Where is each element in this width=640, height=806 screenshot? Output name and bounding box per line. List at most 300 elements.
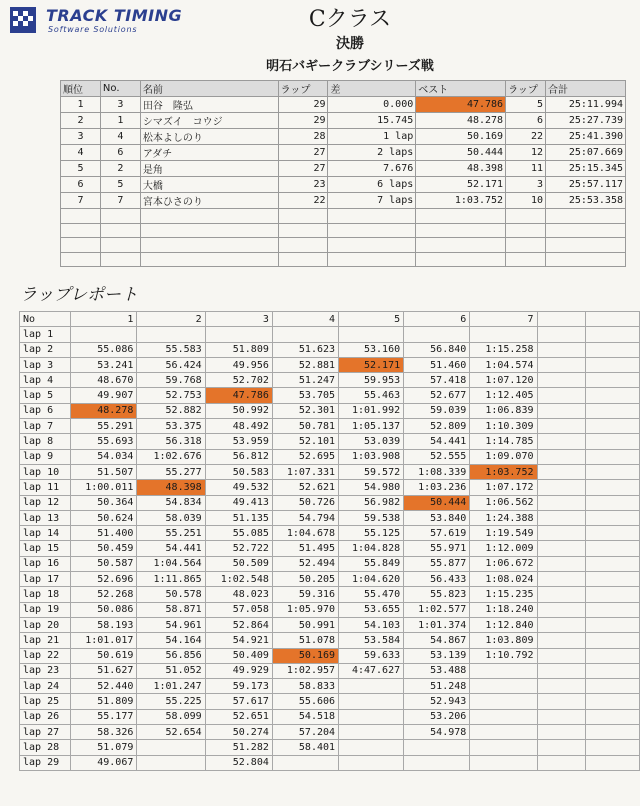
empty-cell [328, 209, 416, 224]
lap-time-cell: 49.956 [205, 357, 272, 372]
lap-row [20, 342, 640, 357]
empty-cell [585, 480, 639, 495]
lap-label: lap 15 [20, 541, 71, 556]
lap-time-cell: 59.039 [404, 403, 470, 418]
empty-cell [61, 223, 101, 238]
result-position: 7 [61, 193, 101, 209]
result-position: 4 [61, 145, 101, 161]
result-lap-count: 22 [278, 193, 328, 209]
lap-row [20, 663, 640, 678]
empty-cell [585, 663, 639, 678]
lap-time-cell: 51.247 [272, 373, 338, 388]
empty-cell [537, 648, 585, 663]
lap-time-cell: 53.705 [272, 388, 338, 403]
lap-time-cell: 50.509 [205, 556, 272, 571]
lap-time-cell: 59.768 [137, 373, 205, 388]
result-total-time: 25:41.390 [546, 129, 626, 145]
lap-label: lap 9 [20, 449, 71, 464]
result-driver-name: 松本よしのり [140, 129, 278, 145]
lap-time-cell: 1:02.957 [272, 663, 338, 678]
lap-time-cell: 50.459 [71, 541, 137, 556]
lap-column-header: 3 [205, 312, 272, 327]
empty-cell [100, 223, 140, 238]
empty-cell [537, 449, 585, 464]
lap-column-header: 4 [272, 312, 338, 327]
empty-cell [416, 252, 506, 267]
empty-cell [537, 388, 585, 403]
lap-time-cell: 51.809 [205, 342, 272, 357]
empty-cell [278, 252, 328, 267]
lap-time-cell: 56.840 [404, 342, 470, 357]
empty-cell [585, 464, 639, 479]
lap-time-cell: 56.433 [404, 572, 470, 587]
lap-time-cell: 1:06.839 [470, 403, 537, 418]
empty-cell [537, 617, 585, 632]
empty-cell [537, 602, 585, 617]
empty-cell [537, 679, 585, 694]
lap-time-cell: 54.867 [404, 633, 470, 648]
result-gap: 7 laps [328, 193, 416, 209]
empty-cell [537, 373, 585, 388]
lap-time-cell: 52.677 [404, 388, 470, 403]
lap-row [20, 740, 640, 755]
lap-time-cell: 1:12.840 [470, 617, 537, 632]
lap-time-cell: 51.400 [71, 526, 137, 541]
result-gap: 0.000 [328, 97, 416, 113]
empty-cell [537, 434, 585, 449]
empty-cell [585, 648, 639, 663]
empty-cell [585, 327, 639, 342]
lap-time-cell: 55.085 [205, 526, 272, 541]
empty-header [585, 312, 639, 327]
lap-row [20, 526, 640, 541]
lap-column-header: 6 [404, 312, 470, 327]
empty-cell [506, 223, 546, 238]
lap-time-cell: 1:15.235 [470, 587, 537, 602]
lap-time-cell: 55.693 [71, 434, 137, 449]
lap-time-cell: 49.413 [205, 495, 272, 510]
lap-label: lap 3 [20, 357, 71, 372]
lap-time-cell: 1:05.970 [272, 602, 338, 617]
empty-cell [61, 238, 101, 253]
lap-time-cell: 56.318 [137, 434, 205, 449]
result-empty-row [61, 209, 626, 224]
result-driver-name: 宮本ひさのり [140, 193, 278, 209]
lap-label: lap 10 [20, 464, 71, 479]
empty-cell [537, 694, 585, 709]
lap-label: lap 20 [20, 617, 71, 632]
empty-cell [506, 238, 546, 253]
empty-cell [328, 238, 416, 253]
result-best-lap-time: 50.169 [416, 129, 506, 145]
lap-time-cell: 56.856 [137, 648, 205, 663]
lap-time-cell [71, 327, 137, 342]
lap-column-header: 7 [470, 312, 537, 327]
lap-row [20, 388, 640, 403]
lap-label: lap 13 [20, 510, 71, 525]
lap-time-cell: 49.907 [71, 388, 137, 403]
empty-cell [585, 602, 639, 617]
empty-cell [537, 342, 585, 357]
empty-cell [100, 238, 140, 253]
lap-time-cell: 1:24.388 [470, 510, 537, 525]
lap-row [20, 480, 640, 495]
lap-time-cell: 55.291 [71, 419, 137, 434]
lap-column-header: 1 [71, 312, 137, 327]
lap-time-cell: 1:04.564 [137, 556, 205, 571]
lap-time-cell: 49.067 [71, 755, 137, 770]
lap-row [20, 709, 640, 724]
lap-time-cell [470, 740, 537, 755]
lap-time-cell: 57.619 [404, 526, 470, 541]
lap-time-cell: 51.809 [71, 694, 137, 709]
lap-row [20, 725, 640, 740]
lap-time-cell: 54.961 [137, 617, 205, 632]
empty-cell [537, 633, 585, 648]
lap-time-cell: 55.823 [404, 587, 470, 602]
result-lap-count: 27 [278, 161, 328, 177]
lap-time-cell: 1:07.331 [272, 464, 338, 479]
lap-time-cell: 1:08.339 [404, 464, 470, 479]
lap-time-cell: 1:10.792 [470, 648, 537, 663]
lap-time-cell: 51.282 [205, 740, 272, 755]
lap-column-header: 2 [137, 312, 205, 327]
lap-time-cell [470, 725, 537, 740]
lap-time-cell [404, 740, 470, 755]
lap-row [20, 617, 640, 632]
lap-time-cell: 50.992 [205, 403, 272, 418]
result-position: 3 [61, 129, 101, 145]
lap-time-cell: 1:07.172 [470, 480, 537, 495]
empty-cell [585, 419, 639, 434]
lap-label: lap 14 [20, 526, 71, 541]
lap-time-cell: 50.781 [272, 419, 338, 434]
lap-time-cell: 53.375 [137, 419, 205, 434]
lap-time-cell: 54.978 [404, 725, 470, 740]
lap-time-cell: 52.654 [137, 725, 205, 740]
empty-cell [537, 663, 585, 678]
lap-time-cell [339, 709, 404, 724]
lap-row [20, 679, 640, 694]
lap-label: lap 21 [20, 633, 71, 648]
lap-time-cell: 54.980 [339, 480, 404, 495]
lap-row [20, 510, 640, 525]
results-column-header: No. [100, 81, 140, 97]
results-column-header: 順位 [61, 81, 101, 97]
lap-time-cell: 51.627 [71, 663, 137, 678]
lap-time-cell: 50.726 [272, 495, 338, 510]
result-car-number: 2 [100, 161, 140, 177]
empty-cell [140, 238, 278, 253]
lap-time-cell: 1:03.908 [339, 449, 404, 464]
lap-row [20, 419, 640, 434]
lap-time-cell: 52.555 [404, 449, 470, 464]
lap-time-cell: 48.398 [137, 480, 205, 495]
lap-time-cell: 54.921 [205, 633, 272, 648]
result-position: 5 [61, 161, 101, 177]
result-best-lap-time: 47.786 [416, 97, 506, 113]
result-total-time: 25:11.994 [546, 97, 626, 113]
lap-time-cell: 50.444 [404, 495, 470, 510]
result-driver-name: 是角 [140, 161, 278, 177]
result-position: 1 [61, 97, 101, 113]
lap-time-cell [404, 327, 470, 342]
lap-time-cell: 52.494 [272, 556, 338, 571]
result-best-lap-time: 52.171 [416, 177, 506, 193]
empty-cell [585, 357, 639, 372]
lap-time-cell: 1:03.809 [470, 633, 537, 648]
empty-cell [537, 480, 585, 495]
lap-time-cell: 59.572 [339, 464, 404, 479]
lap-time-cell: 58.871 [137, 602, 205, 617]
lap-time-cell [470, 663, 537, 678]
lap-time-cell: 53.160 [339, 342, 404, 357]
lap-time-cell [205, 327, 272, 342]
result-best-lap-number: 10 [506, 193, 546, 209]
lap-time-cell: 50.364 [71, 495, 137, 510]
empty-cell [537, 419, 585, 434]
empty-cell [506, 252, 546, 267]
result-total-time: 25:07.669 [546, 145, 626, 161]
lap-no-header: No [20, 312, 71, 327]
lap-time-cell: 51.079 [71, 740, 137, 755]
lap-time-cell: 54.794 [272, 510, 338, 525]
empty-cell [585, 587, 639, 602]
lap-time-cell: 55.463 [339, 388, 404, 403]
lap-time-cell: 52.101 [272, 434, 338, 449]
results-table [60, 80, 626, 267]
lap-time-cell: 48.670 [71, 373, 137, 388]
lap-time-cell: 52.882 [137, 403, 205, 418]
lap-time-cell [137, 327, 205, 342]
result-empty-row [61, 252, 626, 267]
lap-time-cell [470, 709, 537, 724]
lap-row [20, 495, 640, 510]
lap-time-cell: 55.225 [137, 694, 205, 709]
lap-time-cell: 53.241 [71, 357, 137, 372]
lap-time-cell: 50.274 [205, 725, 272, 740]
empty-cell [585, 510, 639, 525]
empty-cell [546, 209, 626, 224]
result-empty-row [61, 238, 626, 253]
lap-time-cell: 52.696 [71, 572, 137, 587]
result-row [61, 177, 626, 193]
result-lap-count: 27 [278, 145, 328, 161]
lap-time-cell: 52.621 [272, 480, 338, 495]
lap-time-cell: 54.034 [71, 449, 137, 464]
empty-cell [537, 709, 585, 724]
lap-time-cell: 52.753 [137, 388, 205, 403]
result-car-number: 7 [100, 193, 140, 209]
lap-time-cell: 1:08.024 [470, 572, 537, 587]
lap-time-cell: 1:00.011 [71, 480, 137, 495]
lap-time-cell: 51.507 [71, 464, 137, 479]
empty-cell [585, 709, 639, 724]
lap-time-cell: 54.441 [404, 434, 470, 449]
lap-time-cell: 1:01.017 [71, 633, 137, 648]
empty-cell [537, 725, 585, 740]
lap-time-cell: 53.039 [339, 434, 404, 449]
results-column-header: 合計 [546, 81, 626, 97]
empty-cell [537, 464, 585, 479]
lap-row [20, 327, 640, 342]
lap-time-cell [339, 755, 404, 770]
lap-row [20, 449, 640, 464]
empty-cell [537, 403, 585, 418]
lap-time-cell: 55.971 [404, 541, 470, 556]
result-row [61, 97, 626, 113]
empty-cell [537, 357, 585, 372]
result-row [61, 193, 626, 209]
result-gap: 2 laps [328, 145, 416, 161]
lap-time-cell: 52.651 [205, 709, 272, 724]
lap-label: lap 1 [20, 327, 71, 342]
empty-cell [140, 223, 278, 238]
empty-cell [140, 209, 278, 224]
lap-time-cell: 54.103 [339, 617, 404, 632]
lap-time-cell: 1:02.676 [137, 449, 205, 464]
result-best-lap-number: 22 [506, 129, 546, 145]
lap-time-cell: 47.786 [205, 388, 272, 403]
empty-cell [537, 572, 585, 587]
result-total-time: 25:57.117 [546, 177, 626, 193]
lap-time-cell: 1:09.070 [470, 449, 537, 464]
logo-title: TRACK TIMING [46, 6, 183, 25]
empty-cell [537, 587, 585, 602]
lap-time-cell: 58.193 [71, 617, 137, 632]
lap-time-cell: 4:47.627 [339, 663, 404, 678]
lap-time-cell: 1:03.236 [404, 480, 470, 495]
empty-cell [537, 327, 585, 342]
lap-time-cell [272, 755, 338, 770]
lap-time-cell [470, 327, 537, 342]
result-lap-count: 23 [278, 177, 328, 193]
result-row [61, 145, 626, 161]
empty-cell [546, 238, 626, 253]
lap-time-cell: 55.125 [339, 526, 404, 541]
result-car-number: 1 [100, 113, 140, 129]
lap-label: lap 7 [20, 419, 71, 434]
lap-time-cell: 57.617 [205, 694, 272, 709]
lap-time-cell: 58.099 [137, 709, 205, 724]
lap-time-cell: 58.326 [71, 725, 137, 740]
lap-time-cell: 59.538 [339, 510, 404, 525]
result-best-lap-time: 1:03.752 [416, 193, 506, 209]
lap-time-cell: 50.409 [205, 648, 272, 663]
empty-cell [585, 617, 639, 632]
empty-cell [585, 373, 639, 388]
result-row [61, 113, 626, 129]
lap-label: lap 22 [20, 648, 71, 663]
lap-time-cell: 1:04.828 [339, 541, 404, 556]
results-column-header: 差 [328, 81, 416, 97]
empty-cell [546, 252, 626, 267]
result-position: 6 [61, 177, 101, 193]
lap-time-cell: 52.809 [404, 419, 470, 434]
lap-time-cell: 52.440 [71, 679, 137, 694]
empty-cell [585, 556, 639, 571]
empty-header [537, 312, 585, 327]
lap-label: lap 8 [20, 434, 71, 449]
lap-label: lap 26 [20, 709, 71, 724]
empty-cell [585, 694, 639, 709]
lap-time-cell [339, 694, 404, 709]
lap-time-cell [339, 740, 404, 755]
lap-time-cell: 52.943 [404, 694, 470, 709]
empty-cell [537, 495, 585, 510]
lap-time-cell: 1:01.374 [404, 617, 470, 632]
lap-time-cell: 53.584 [339, 633, 404, 648]
lap-time-cell: 59.953 [339, 373, 404, 388]
lap-row [20, 694, 640, 709]
lap-time-cell [137, 740, 205, 755]
lap-time-cell: 48.278 [71, 403, 137, 418]
lap-time-cell: 1:04.678 [272, 526, 338, 541]
result-lap-count: 28 [278, 129, 328, 145]
result-best-lap-time: 50.444 [416, 145, 506, 161]
lap-time-cell: 53.488 [404, 663, 470, 678]
result-lap-count: 29 [278, 113, 328, 129]
result-gap: 7.676 [328, 161, 416, 177]
lap-time-cell [470, 679, 537, 694]
lap-label: lap 29 [20, 755, 71, 770]
lap-time-cell: 50.624 [71, 510, 137, 525]
lap-time-cell: 54.834 [137, 495, 205, 510]
lap-label: lap 12 [20, 495, 71, 510]
result-car-number: 5 [100, 177, 140, 193]
lap-time-cell: 56.982 [339, 495, 404, 510]
lap-time-cell: 1:12.009 [470, 541, 537, 556]
lap-time-cell: 50.619 [71, 648, 137, 663]
lap-time-cell: 59.173 [205, 679, 272, 694]
lap-label: lap 23 [20, 663, 71, 678]
lap-time-cell: 1:04.620 [339, 572, 404, 587]
empty-cell [585, 342, 639, 357]
lap-label: lap 4 [20, 373, 71, 388]
lap-row [20, 373, 640, 388]
lap-time-cell [272, 327, 338, 342]
result-lap-count: 29 [278, 97, 328, 113]
lap-time-cell: 59.633 [339, 648, 404, 663]
result-total-time: 25:15.345 [546, 161, 626, 177]
lap-time-cell: 50.578 [137, 587, 205, 602]
result-row [61, 129, 626, 145]
empty-cell [328, 252, 416, 267]
empty-cell [61, 209, 101, 224]
empty-cell [585, 541, 639, 556]
lap-time-cell: 55.583 [137, 342, 205, 357]
lap-time-cell: 52.702 [205, 373, 272, 388]
lap-time-cell: 58.833 [272, 679, 338, 694]
lap-time-cell: 1:19.549 [470, 526, 537, 541]
empty-cell [537, 740, 585, 755]
empty-cell [140, 252, 278, 267]
lap-label: lap 28 [20, 740, 71, 755]
lap-time-cell: 55.277 [137, 464, 205, 479]
result-car-number: 6 [100, 145, 140, 161]
lap-time-cell: 48.492 [205, 419, 272, 434]
lap-time-cell [339, 327, 404, 342]
results-column-header: 名前 [140, 81, 278, 97]
lap-time-cell: 50.991 [272, 617, 338, 632]
lap-report-table [19, 311, 640, 771]
lap-time-cell: 51.460 [404, 357, 470, 372]
lap-time-cell: 51.135 [205, 510, 272, 525]
result-best-lap-number: 5 [506, 97, 546, 113]
empty-cell [278, 209, 328, 224]
lap-report-header-row [20, 312, 640, 327]
lap-time-cell: 50.169 [272, 648, 338, 663]
